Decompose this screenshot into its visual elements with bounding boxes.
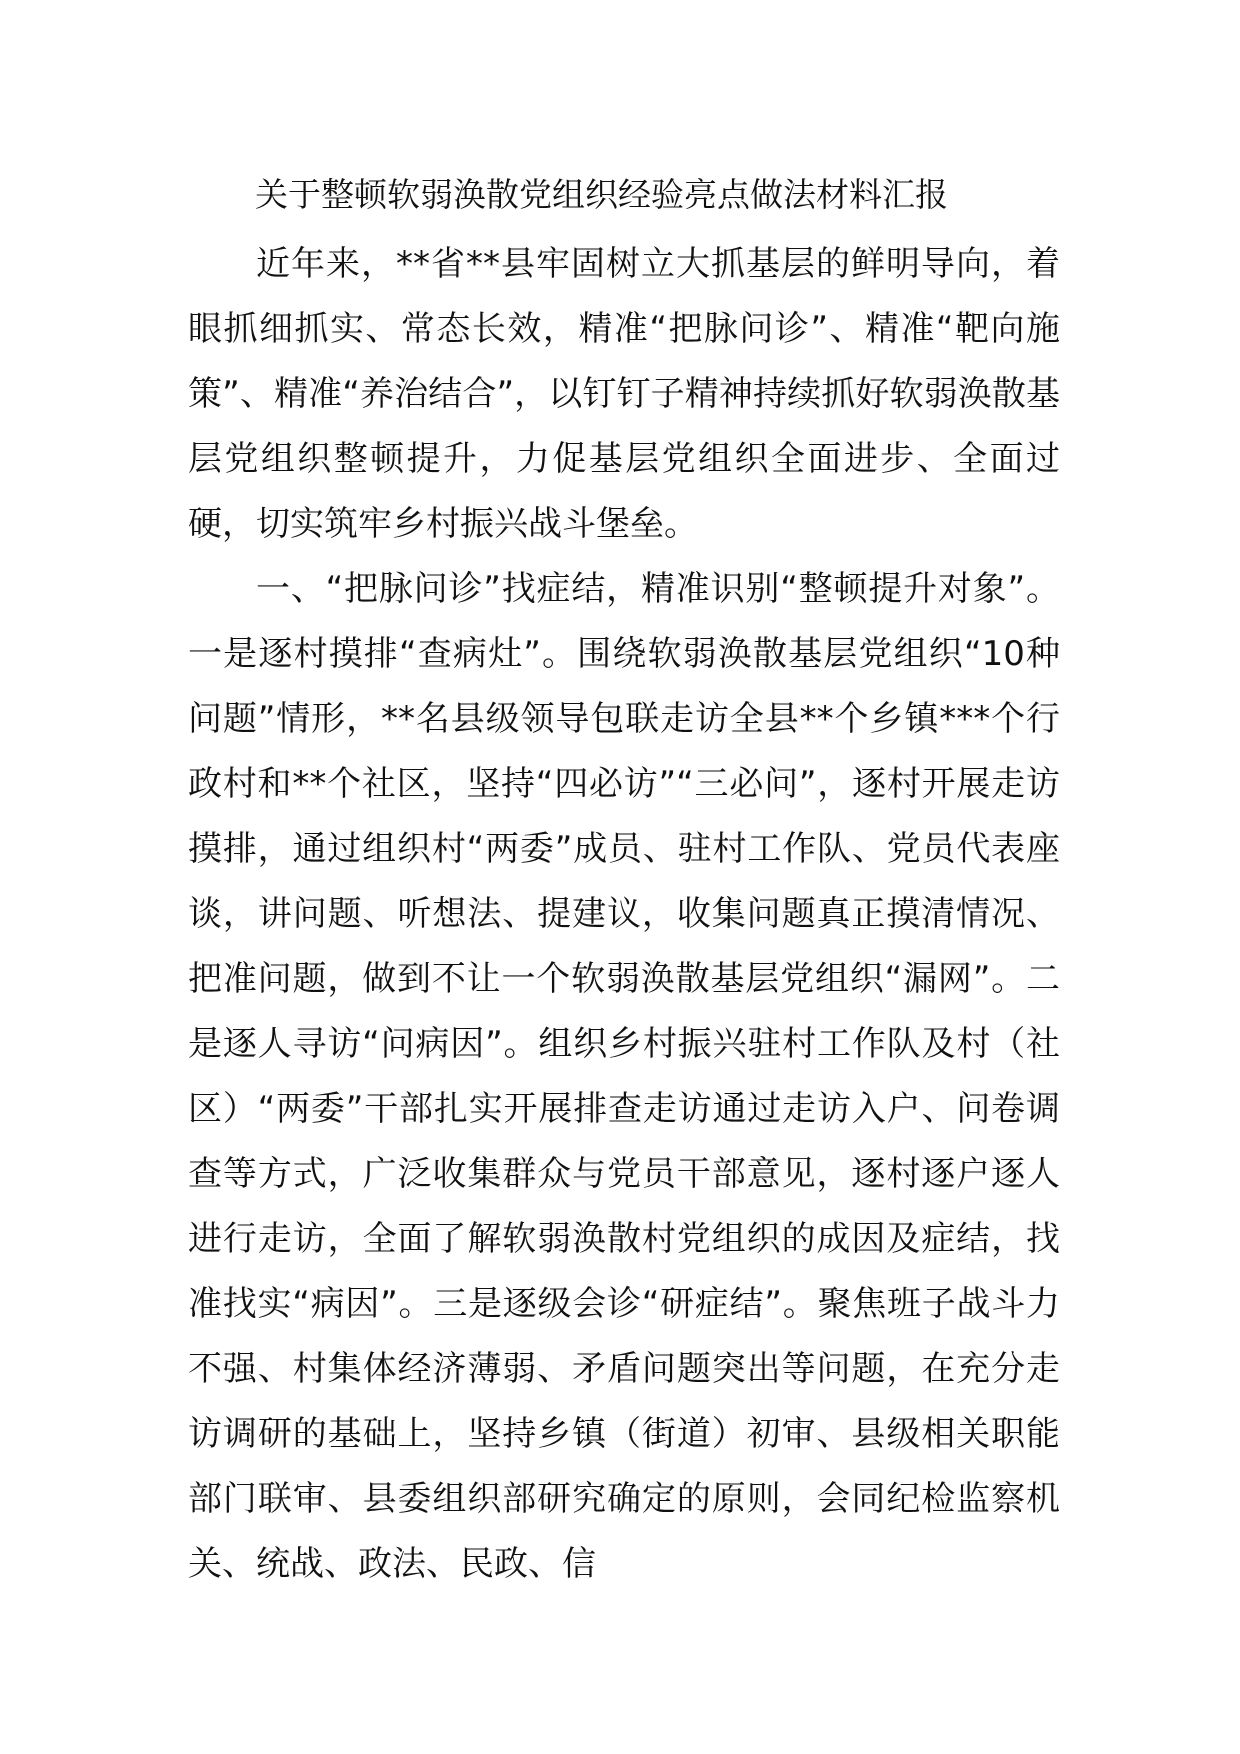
paragraph-section-one: 一、“把脉问诊”找症结，精准识别“整顿提升对象”。一是逐村摸排“查病灶”。围绕软弱涣散基层党组织“10种问题”情形，**名县级领导包联走访全县**个乡镇***个行政村和**个社区，坚持“四必访”“三必问”，逐村开展走访摸排，通过组织村“两委”成员、驻村工作队、党员代表座谈，讲问题、听想法、提建议，收集问题真正摸清情况、把准问题，做到不让一个软弱涣散基层党组织“漏网”。二是逐人寻访“问病因”。组织乡村振兴驻村工作队及村（社区）“两委”干部扎实开展排查走访通过走访入户、问卷调查等方式，广泛收集群众与党员干部意见，逐村逐户逐人进行走访，全面了解软弱涣散村党组织的成因及症结，找准找实“病因”。三是逐级会诊“研症结”。聚焦班子战斗力不强、村集体经济薄弱、矛盾问题突出等问题，在充分走访调研的基础上，坚持乡镇（街道）初审、县级相关职能部门联审、县委组织部研究确定的原则，会同纪检监察机关、统战、政法、民政、信 xyxy=(188,569,1060,1584)
document-title: 关于整顿软弱涣散党组织经验亮点做法材料汇报 xyxy=(255,175,948,214)
document-body xyxy=(188,232,1060,1597)
paragraph-intro: 近年来，**省**县牢固树立大抓基层的鲜明导向，着眼抓细抓实、常态长效，精准“把脉问诊”、精准“靶向施策”、精准“养治结合”，以钉钉子精神持续抓好软弱涣散基层党组织整顿提升，力促基层党组织全面进步、全面过硬，切实筑牢乡村振兴战斗堡垒。 xyxy=(188,244,1060,544)
